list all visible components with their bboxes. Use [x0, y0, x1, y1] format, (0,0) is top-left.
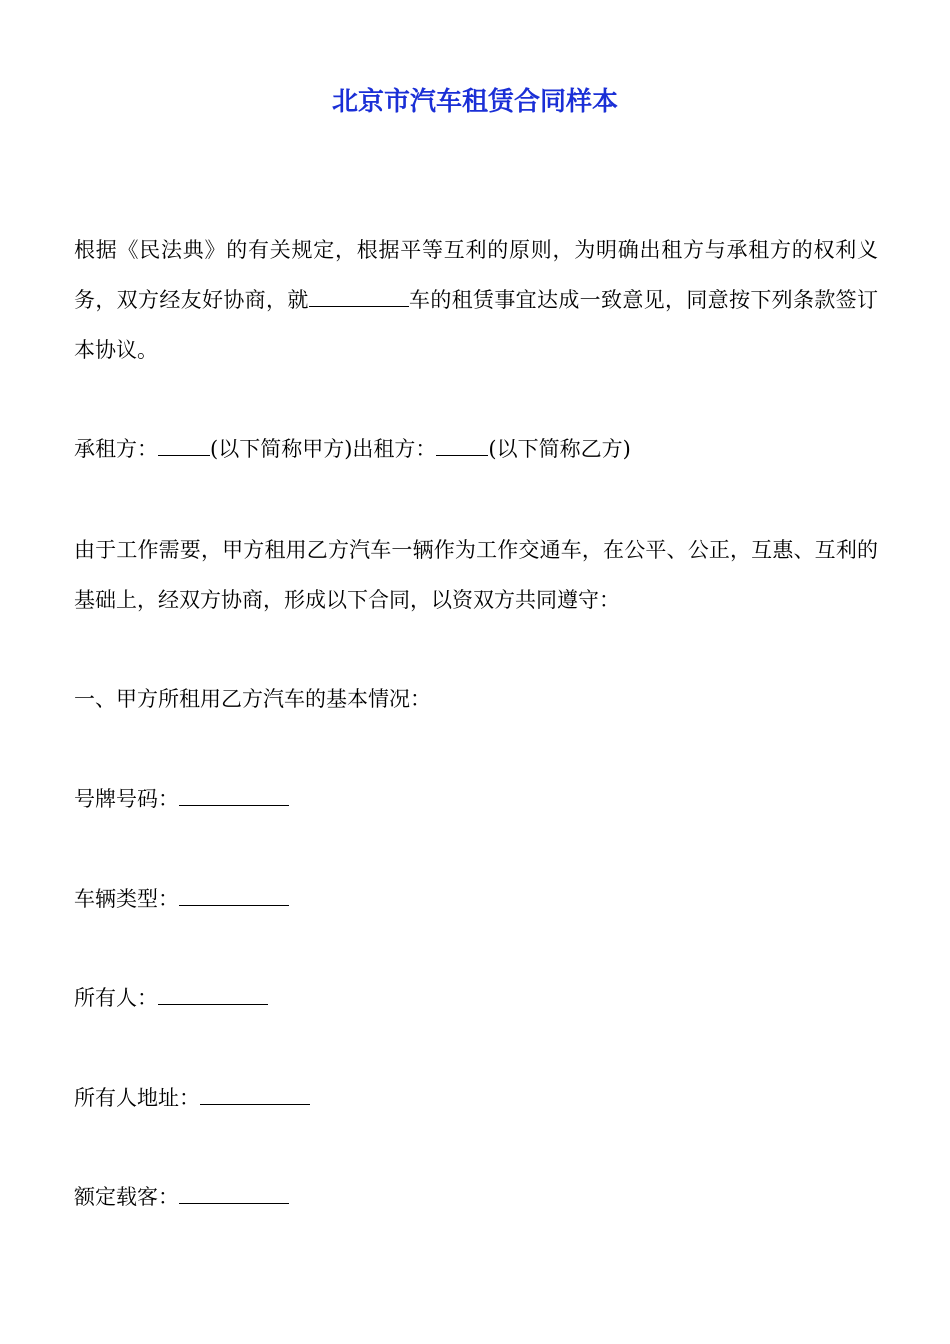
plate-number-label: 号牌号码： [74, 787, 179, 811]
vehicle-type-line [74, 874, 878, 924]
plate-number-blank[interactable] [179, 785, 289, 806]
vehicle-type-label: 车辆类型： [74, 887, 179, 911]
parties-line [74, 424, 878, 474]
vehicle-blank[interactable] [309, 286, 409, 307]
intro-text-part2: 车的租赁事宜达成一致意见，同意按下列条款签订本协议。 [74, 288, 879, 362]
passenger-capacity-blank[interactable] [179, 1183, 289, 1204]
purpose-paragraph: 由于工作需要，甲方租用乙方汽车一辆作为工作交通车，在公平、公正，互惠、互利的基础上，经双方协商，形成以下合同，以资双方共同遵守： [74, 538, 878, 612]
intro-paragraph [74, 225, 878, 375]
passenger-capacity-line [74, 1172, 878, 1222]
owner-address-blank[interactable] [200, 1084, 310, 1105]
document-title: 北京市汽车租赁合同样本 [331, 87, 618, 117]
vehicle-type-blank[interactable] [179, 885, 289, 906]
owner-label: 所有人： [74, 986, 158, 1010]
intro-text-part1: 根据《民法典》的有关规定，根据平等互利的原则，为明确出租方与承租方的权利义务，双方经友好协商，就 [74, 238, 878, 312]
lessee-blank[interactable] [158, 435, 210, 456]
owner-address-line [74, 1073, 878, 1123]
plate-number-line [74, 774, 878, 824]
section-1-heading: 一、甲方所租用乙方汽车的基本情况： [74, 687, 431, 711]
passenger-capacity-label: 额定载客： [74, 1185, 179, 1209]
lessor-note: (以下简称乙方) [488, 437, 631, 461]
owner-line [74, 973, 878, 1023]
owner-address-label: 所有人地址： [74, 1086, 200, 1110]
lessee-note: (以下简称甲方) [210, 437, 353, 461]
lessor-blank[interactable] [436, 435, 488, 456]
lessee-label: 承租方： [74, 437, 158, 461]
lessor-label: 出租方： [352, 437, 437, 461]
owner-blank[interactable] [158, 984, 268, 1005]
